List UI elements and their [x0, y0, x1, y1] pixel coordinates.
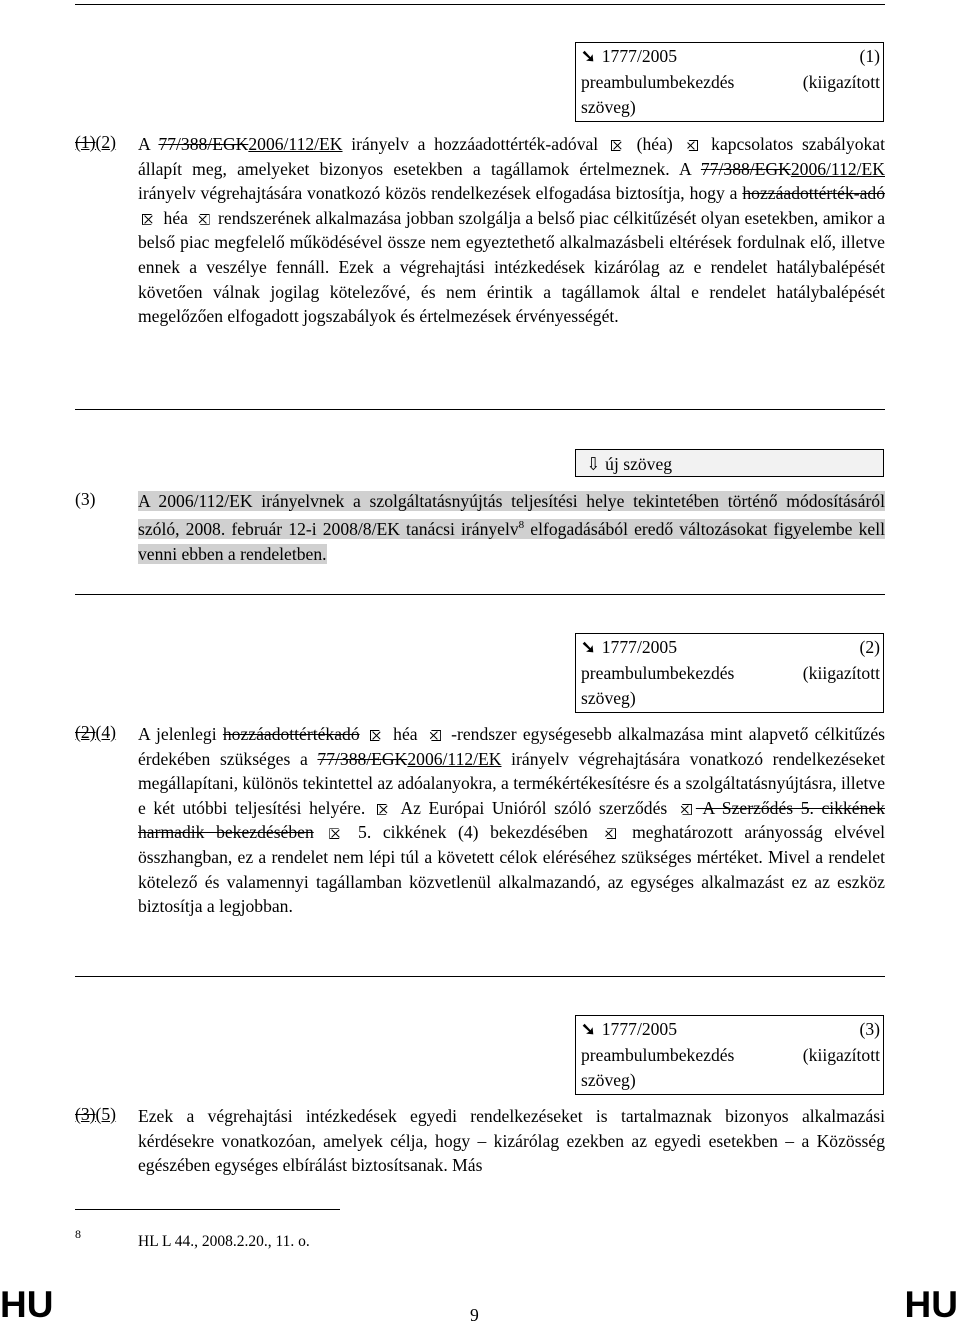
insert-start-icon: [142, 214, 155, 225]
insert-start-icon: [329, 828, 342, 839]
ref-num: (1): [859, 46, 880, 66]
ref-label2: (kiigazított: [802, 1044, 880, 1065]
insert-end-icon: [197, 214, 210, 225]
insert-start-icon: [377, 804, 390, 815]
paragraph-text: A 77/388/EGK2006/112/EK irányelv a hozzáadottérték-adóval (héa) kapcsolatos szabályokat állapít meg, amelyeket bizonyos esetekben a tagállamok értelmeznek. A 77/388/EGK2006/112/EK irányelv végrehajtására vonatkozó közös rendelkezések elfogadása biztosítja, hogy a hozzáadottérték-adó héa rendszerének alkalmazása jobban szolgálja a belső piac célkitűzését olyan esetekben, amikor a belső piac megfelelő működésével össze nem egyeztethető alkalmazásbeli eltérések fordulnak elő, illetve ennek a veszélye fennáll. Ezek a végrehajtási intézkedések kizárólag az e rendelet hatálybalépését követően válnak jogilag kötelezővé, és nem érintik a tagállamok által e rendelet hatálybalépését megelőzően elfogadott jogszabályok és értelmezések érvényességét.: [138, 134, 886, 327]
section-divider: [75, 409, 885, 410]
top-rule: [75, 4, 885, 5]
insert-end-icon: [603, 828, 616, 839]
footer-language-right: HU: [904, 1284, 958, 1325]
arrow-down-outline-icon: ⇩: [586, 454, 606, 474]
ref-act: 1777/2005: [601, 1019, 678, 1039]
arrow-down-icon: ➘: [581, 1019, 596, 1039]
paragraph-number: (2)(4): [75, 722, 117, 742]
paragraph-number: (3): [75, 489, 96, 509]
ref-label3: szöveg): [581, 97, 636, 117]
insert-start-icon: [611, 140, 624, 151]
paragraph-text: Ezek a végrehajtási intézkedések egyedi rendelkezéseket is tartalmaznak bizonyos alkalmazási kérdésekre vonatkozóan, amelyek célja, hogy – kizárólag ezekben az egyedi esetekben – a Közösség egészében egységes elbírálást biztosítsanak. Más: [138, 1106, 885, 1176]
footnote-number: 8: [75, 1227, 81, 1241]
ref-num: (2): [859, 637, 880, 657]
ref-label3: szöveg): [581, 688, 636, 708]
ref-label: preambulumbekezdés: [581, 1044, 735, 1065]
new-text-box: [575, 449, 884, 477]
arrow-down-icon: ➘: [581, 637, 596, 657]
ref-num: (3): [859, 1019, 880, 1039]
footer-language-left: HU: [0, 1284, 54, 1325]
insert-end-icon: [685, 140, 698, 151]
paragraph-text: A jelenlegi hozzáadottértékadó héa -rendszer egységesebb alkalmazása mint alapvető célkitűzés érdekében szükséges a 77/388/EGK2006/112/EK irányelv végrehajtására vonatkozó rendelkezéseket megállapítani, különös tekintettel az adóalanyokra, a termékértékesítésre és a szolgáltatásnyújtásra, illetve e két utóbbi teljesítési helyére. Az Európai Unióról szóló szerződés A Szerződés 5. cikkének harmadik bekezdésében 5. cikkének (4) bekezdésében meghatározott arányosság elvével összhangban, ez a rendelet nem lépi túl a követett célok eléréséhez szükséges mértéket. Mivel a rendelet kötelező és valamennyi tagállamban közvetlenül alkalmazandó, az egységes alkalmazást ez az eszköz biztosítja a legjobban.: [138, 724, 886, 917]
page-number: 9: [470, 1305, 479, 1325]
footnote-text: HL L 44., 2008.2.20., 11. o.: [138, 1233, 310, 1250]
ref-act: 1777/2005: [601, 637, 678, 657]
insert-start-icon: [370, 730, 383, 741]
reference-box-3: [575, 1015, 884, 1095]
footnote-rule: [75, 1209, 340, 1210]
paragraph-number: (3)(5): [75, 1104, 117, 1124]
ref-label2: (kiigazított: [802, 71, 880, 92]
reference-box-1: [575, 42, 884, 122]
paragraph-text: A 2006/112/EK irányelvnek a szolgáltatásnyújtás teljesítési helye tekintetében történő módosításáról szóló, 2008. február 12-i 2008/8/EK tanácsi irányelv$^8$ elfogadásából eredő változásokat figyelembe kell venni ebben a rendeletben.: [138, 491, 885, 565]
paragraph-number: (1)(2): [75, 132, 117, 152]
reference-box-2: [575, 633, 884, 713]
ref-act: 1777/2005: [601, 46, 678, 66]
ref-label3: szöveg): [581, 1070, 636, 1090]
ref-label2: (kiigazított: [802, 662, 880, 683]
insert-end-icon: [679, 804, 692, 815]
arrow-down-icon: ➘: [581, 46, 596, 66]
new-text-label: új szöveg: [605, 454, 673, 474]
insert-end-icon: [428, 730, 441, 741]
section-divider: [75, 594, 885, 595]
ref-label: preambulumbekezdés: [581, 662, 735, 683]
section-divider: [75, 976, 885, 977]
ref-label: preambulumbekezdés: [581, 71, 735, 92]
